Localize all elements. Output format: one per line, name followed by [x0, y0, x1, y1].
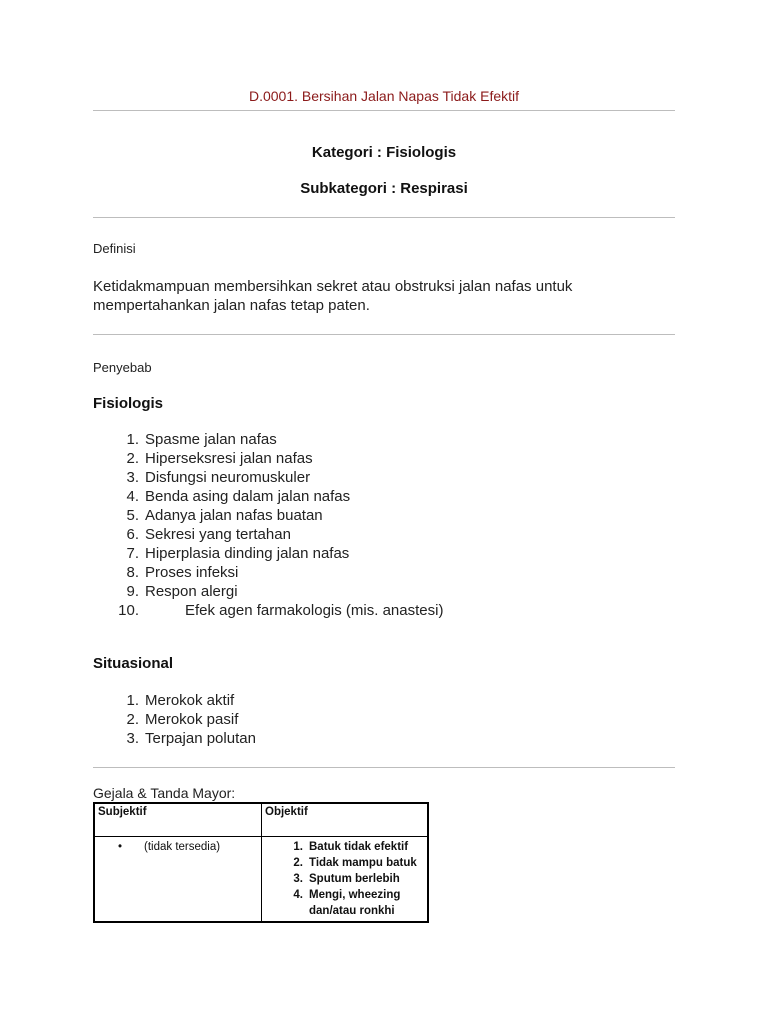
list-item: 1. Batuk tidak efektif [293, 841, 409, 853]
divider [93, 334, 675, 335]
subkategori-heading: Subkategori : Respirasi [300, 180, 468, 197]
gejala-label: Gejala & Tanda Mayor: [93, 785, 236, 801]
divider [93, 767, 675, 768]
objektif-cell [262, 837, 429, 923]
list-item: 3. Terpajan polutan [126, 730, 256, 747]
list-item: 4. Mengi, wheezing dan/atau ronkhi [293, 889, 401, 917]
list-item: 1. Merokok aktif [126, 692, 235, 709]
subjektif-item: (tidak tersedia) [144, 841, 221, 853]
list-item: 10. Efek agen farmakologis (mis. anastesi) [118, 602, 444, 619]
list-item: 2. Hiperseksresi jalan nafas [126, 450, 313, 467]
divider [93, 217, 675, 218]
definisi-text: Ketidakmampuan membersihkan sekret atau obstruksi jalan nafas untuk mempertahankan jalan nafas tetap paten. [93, 278, 573, 314]
list-item: 2. Tidak mampu batuk [293, 857, 417, 869]
situasional-heading: Situasional [93, 655, 174, 672]
list-item: 6. Sekresi yang tertahan [126, 526, 291, 543]
divider [93, 110, 675, 111]
document-title: D.0001. Bersihan Jalan Napas Tidak Efektif [248, 88, 520, 104]
list-item: 9. Respon alergi [126, 583, 238, 600]
penyebab-label: Penyebab [93, 360, 152, 375]
list-item: 8. Proses infeksi [126, 564, 239, 581]
list-item: 3. Disfungsi neuromuskuler [126, 469, 311, 486]
subjektif-cell [94, 837, 262, 923]
list-item: 7. Hiperplasia dinding jalan nafas [126, 545, 350, 562]
definisi-label: Definisi [93, 241, 136, 256]
gejala-table [93, 802, 429, 923]
bullet-icon: • [118, 841, 123, 853]
kategori-heading: Kategori : Fisiologis [311, 144, 457, 161]
situasional-list [93, 691, 256, 748]
list-item: 3. Sputum berlebih [293, 873, 400, 885]
list-item: 2. Merokok pasif [126, 711, 239, 728]
table-header-subjektif: Subjektif [94, 803, 262, 837]
table-header-objektif: Objektif [262, 803, 429, 837]
list-item: 4. Benda asing dalam jalan nafas [126, 488, 351, 505]
list-item: 5. Adanya jalan nafas buatan [126, 507, 323, 524]
list-item: 1. Spasme jalan nafas [126, 431, 277, 448]
fisiologis-heading: Fisiologis [93, 395, 164, 412]
fisiologis-list [93, 430, 443, 620]
